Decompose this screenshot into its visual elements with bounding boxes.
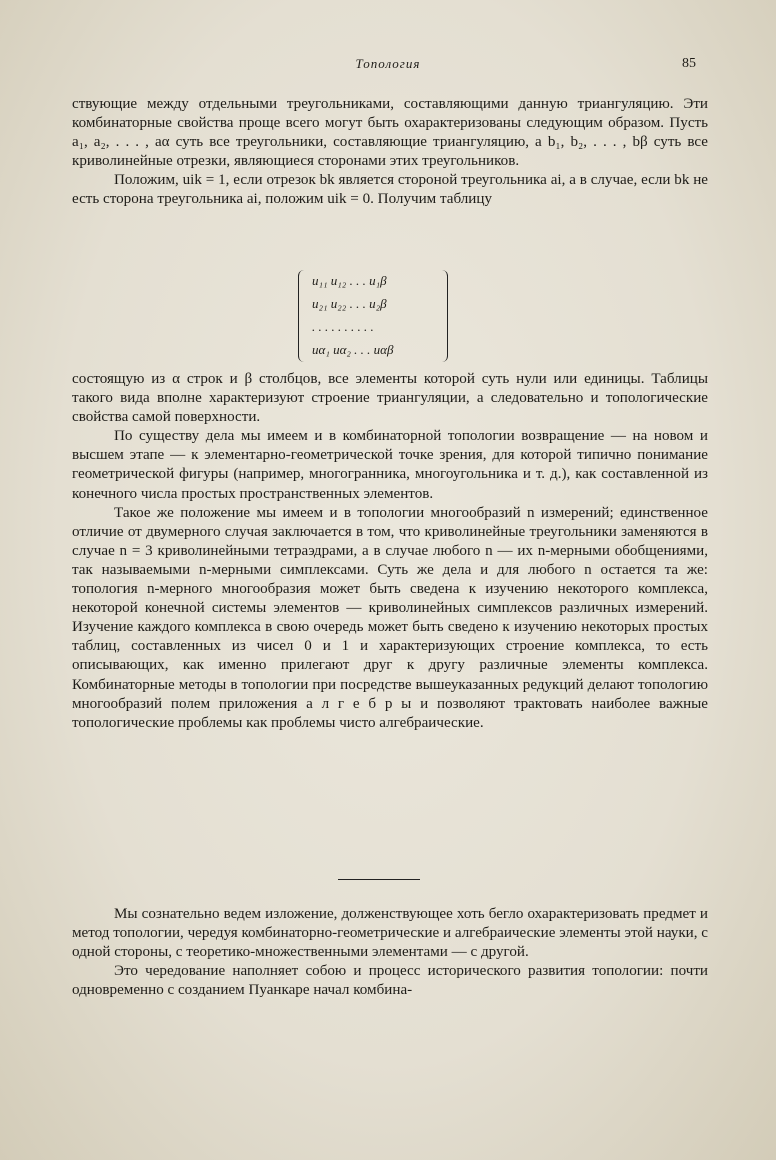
- page-number: 85: [682, 56, 696, 71]
- paragraph-define-uik: Положим, uik = 1, если отрезок bk является стороной треугольника ai, а в случае, если bk не есть сторона треугольника ai, положим uik = 0. Получим таблицу: [72, 172, 708, 208]
- matrix-row-last: uα₁ uα₂ . . . uαβ: [312, 342, 394, 357]
- text-block-after-rule: [72, 905, 708, 1000]
- page-header: [0, 56, 776, 78]
- text-block-after-matrix: [72, 370, 708, 733]
- paragraph-history: Это чередование наполняет собою и процесс исторического развития топологии: почти одновременно с созданием Пуанкаре начал комбина-: [72, 963, 708, 999]
- matrix-right-bracket: [439, 270, 448, 362]
- paragraph-table-description: состоящую из α строк и β столбцов, все элементы которой суть нули или единицы. Таблицы такого вида вполне характеризуют строение триангуляции, а следовательно и топологические свойства самой поверхности.: [72, 371, 708, 426]
- matrix-row-dots: . . . . . . . . . .: [312, 319, 374, 334]
- section-divider: [338, 879, 420, 880]
- matrix-row-2: u₂₁ u₂₂ . . . u₂β: [312, 296, 387, 311]
- paragraph-combinatorial-return: По существу дела мы имеем и в комбинаторной топологии возвращение — на новом и высшем этапе — к элементарно-геометрической точке зрения, для которой типично понимание геометрической фигуры (например, многогранника, многоугольника и т. д.), как составленной из конечного числа простых пространственных элементов.: [72, 428, 708, 502]
- paragraph-continuation: ствующие между отдельными треугольниками, составляющими данную триангуляцию. Эти комбинаторные свойства проще всего могут быть охарактеризованы следующим образом. Пусть a₁, a₂, . . . , aα суть все треугольники, составляющие триангуляцию, а b₁, b₂, . . . , bβ суть все криволинейные отрезки, являющиеся сторонами этих треугольников.: [72, 96, 708, 170]
- matrix-left-bracket: [298, 270, 307, 362]
- matrix-row-1: u₁₁ u₁₂ . . . u₁β: [312, 273, 387, 288]
- paragraph-exposition: Мы сознательно ведем изложение, долженствующее хоть бегло охарактеризовать предмет и метод топологии, чередуя комбинаторно-геометрические и алгебраические элементы этой науки, с одной стороны, с теоретико-множественными элементами — с другой.: [72, 906, 708, 961]
- paragraph-n-dimensional: Такое же положение мы имеем и в топологии многообразий n измерений; единственное отличие от двумерного случая заключается в том, что криволинейные треугольники заменяются в случае n = 3 криволинейными тетраэдрами, а в случае любого n — их n-мерными обобщениями, так называемыми n-мерными симплексами. Суть же дела и для любого n остается та же: топология n-мерного многообразия может быть сведена к изучению некоторого комплекса, некоторой конечной системы элементов — криволинейных симплексов различных измерений. Изучение каждого комплекса в свою очередь может быть сведено к изучению некоторых простых таблиц, составленных из чисел 0 и 1 и характеризующих строение комплекса, то есть описывающих, как именно прилегают друг к другу различные элементы комплекса. Комбинаторные методы в топологии при посредстве вышеуказанных редукций делают топологию многообразий полем приложения а л г е б р ы и позволяют трактовать наиболее важные топологические проблемы как проблемы чисто алгебраические.: [72, 504, 708, 731]
- incidence-matrix: [298, 270, 448, 362]
- running-title: Топология: [355, 56, 421, 71]
- text-block-before-matrix: [72, 95, 708, 210]
